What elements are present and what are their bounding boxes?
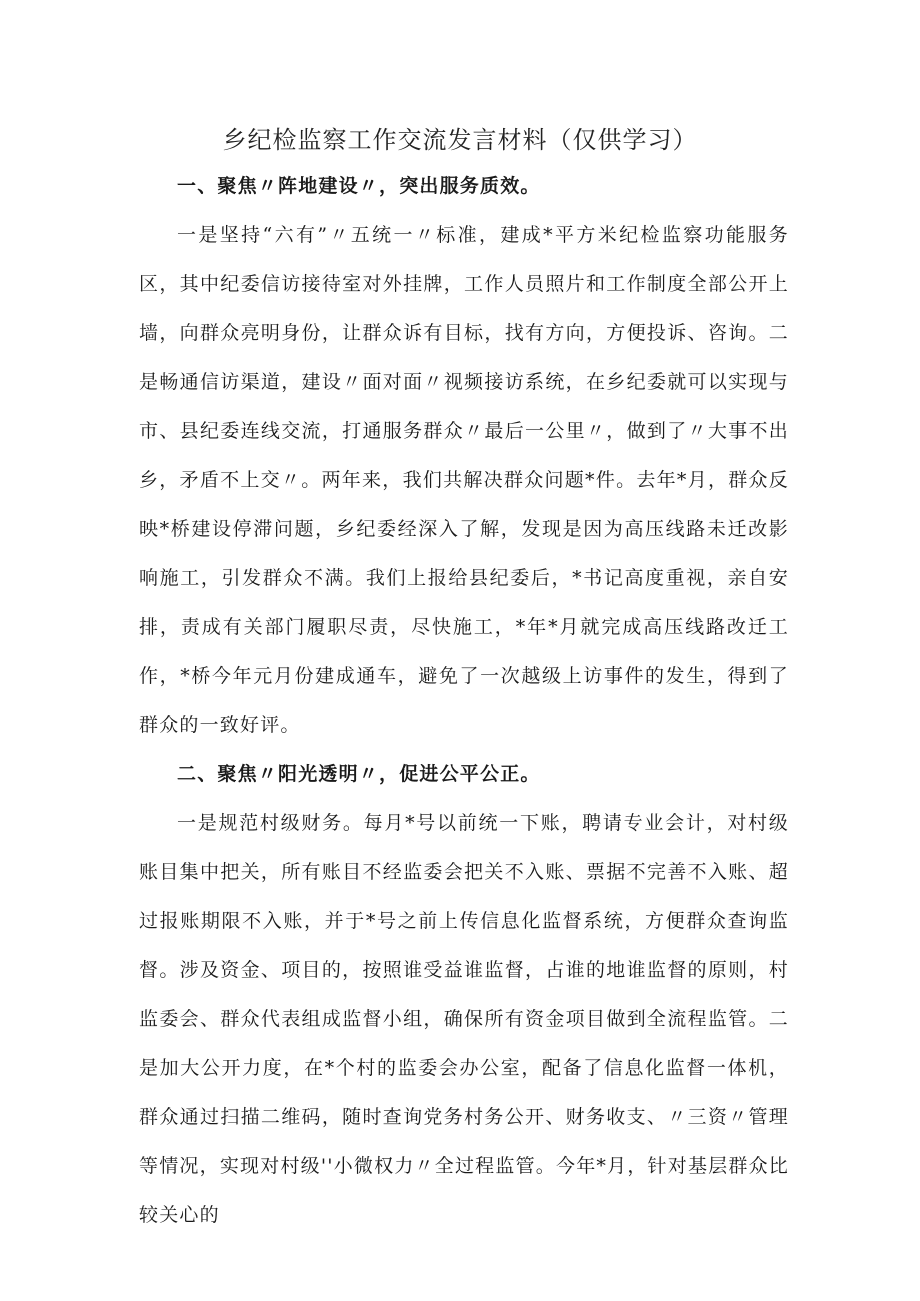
section-heading-1: 一、聚焦〃阵地建设〃，突出服务质效。 xyxy=(177,175,541,197)
paragraph-2: 一是规范村级财务。每月*号以前统一下账，聘请专业会计，对村级账目集中把关，所有账目不经监委会把关不入账、票据不完善不入账、超过报账期限不入账，并于*号之前上传信息化监督系统，方便群众查询监督。涉及资金、项目的，按照谁受益谁监督，占谁的地谁监督的原则，村监委会、群众代表组成监督小组，确保所有资金项目做到全流程监管。二是加大公开力度，在*个村的监委会办公室，配备了信息化监督一体机，群众通过扫描二维码，随时查询党务村务公开、财务收支、〃三资〃管理等情况，实现对村级''小微权力〃全过程监管。今年*月，针对基层群众比较关心的 xyxy=(139,812,789,1226)
paragraph-1: 一是坚持“六有”〃五统一〃标准，建成*平方米纪检监察功能服务区，其中纪委信访接待室对外挂牌，工作人员照片和工作制度全部公开上墙，向群众亮明身份，让群众诉有目标，找有方向，方便投诉、咨询。二是畅通信访渠道，建设〃面对面〃视频接访系统，在乡纪委就可以实现与市、县纪委连线交流，打通服务群众〃最后一公里〃，做到了〃大事不出乡，矛盾不上交〃。两年来，我们共解决群众问题*件。去年*月，群众反映*桥建设停滞问题，乡纪委经深入了解，发现是因为高压线路未迁改影响施工，引发群众不满。我们上报给县纪委后，*书记高度重视，亲自安排，责成有关部门履职尽责，尽快施工，*年*月就完成高压线路改迁工作，*桥今年元月份建成通车，避免了一次越级上访事件的发生，得到了群众的一致好评。 xyxy=(139,224,789,736)
document-body xyxy=(139,162,789,1240)
document-title: 乡纪检监察工作交流发言材料（仅供学习） xyxy=(222,126,698,154)
section-heading-2: 二、聚焦〃阳光透明〃，促进公平公正。 xyxy=(177,763,541,785)
